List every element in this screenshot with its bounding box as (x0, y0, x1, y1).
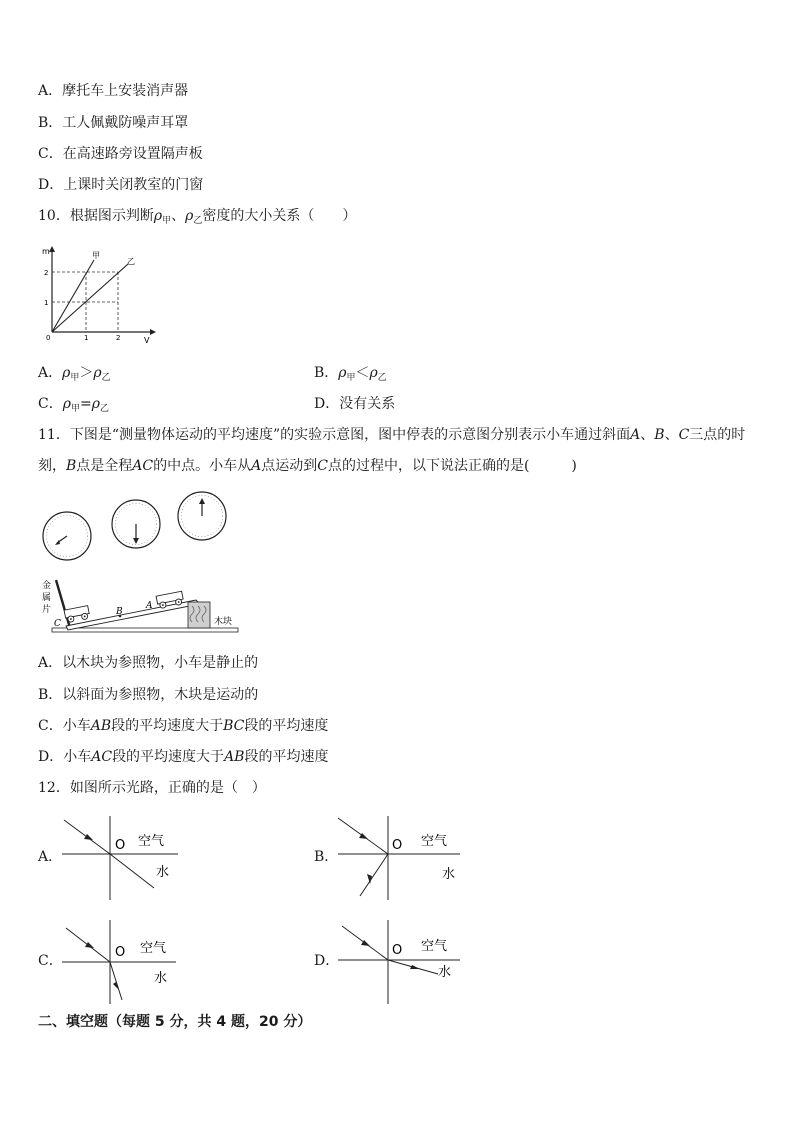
label-o: O (392, 943, 403, 958)
q9-option-b: B．工人佩戴防噪声耳罩 (38, 115, 189, 131)
section2-title: 二、填空题（每题 5 分，共 4 题，20 分） (38, 1014, 312, 1030)
q11-stopwatches (40, 490, 240, 562)
graph-x-tick-1: 1 (84, 334, 89, 342)
graph-x-tick-2: 2 (116, 334, 121, 342)
graph-origin: 0 (46, 334, 51, 342)
label-water: 水 (442, 867, 456, 882)
graph-line-yi-label: 乙 (127, 257, 135, 266)
q12-option-d-letter: D． (314, 953, 340, 969)
label-point-b: B (116, 607, 123, 617)
graph-y-tick-1: 1 (44, 299, 49, 307)
q10-stem: 10．根据图示判断$\rho_甲$、$\rho_乙$密度的大小关系（ ） (38, 208, 357, 226)
q12-option-a-letter: A． (38, 849, 63, 865)
label-water: 水 (156, 865, 170, 880)
q10-option-b: B．$\rho_甲<\rho_乙$ (314, 365, 387, 383)
label-point-a: A (146, 601, 153, 611)
q12-option-b-letter: B． (314, 849, 339, 865)
q11-incline-figure (38, 576, 248, 638)
q9-option-a: A．摩托车上安装消声器 (38, 83, 189, 99)
cart-at-c-icon (64, 606, 90, 623)
q11-stem-line1: 11．下图是“测量物体运动的平均速度”的实验示意图，图中停表的示意图分别表示小车通过斜面A、B、C三点的时 (38, 427, 746, 443)
q10-option-d: D．没有关系 (314, 396, 396, 412)
label-metal-2: 属 (42, 593, 52, 603)
q10-mass-volume-graph (32, 240, 162, 345)
label-air: 空气 (421, 939, 448, 954)
q11-option-a: A．以木块为参照物，小车是静止的 (38, 655, 259, 671)
q11-option-d: D．小车AC段的平均速度大于AB段的平均速度 (38, 749, 329, 765)
q9-option-c: C．在高速路旁设置隔声板 (38, 146, 203, 162)
label-o: O (115, 838, 126, 853)
graph-y-label: m (42, 247, 50, 256)
q10-option-a: A．$\rho_甲>\rho_乙$ (38, 365, 111, 383)
graph-x-label: V (144, 336, 150, 345)
label-water: 水 (154, 971, 168, 986)
label-air: 空气 (140, 941, 167, 956)
label-water: 水 (438, 965, 452, 980)
q11-option-b: B．以斜面为参照物，木块是运动的 (38, 687, 259, 703)
graph-y-tick-2: 2 (44, 269, 49, 277)
label-o: O (115, 945, 126, 960)
stopwatch-c-icon (43, 512, 91, 560)
stopwatch-a-icon (178, 492, 226, 540)
q12-diagram-c (58, 916, 183, 1006)
q12-diagram-d (334, 916, 464, 1006)
q11-stem-line2: 刻，B点是全程AC的中点。小车从A点运动到C点的过程中，以下说法正确的是( ) (38, 458, 577, 474)
q12-option-c-letter: C． (38, 953, 63, 969)
q12-stem: 12．如图所示光路，正确的是（ ） (38, 780, 266, 796)
label-wood-block: 木块 (214, 617, 233, 627)
label-metal-3: 片 (42, 605, 52, 615)
graph-line-jia-label: 甲 (92, 251, 100, 260)
stopwatch-b-icon (112, 500, 160, 548)
label-air: 空气 (421, 834, 448, 849)
q11-option-c: C．小车AB段的平均速度大于BC段的平均速度 (38, 718, 329, 734)
label-point-c: C (54, 619, 61, 629)
label-air: 空气 (138, 834, 165, 849)
q9-option-d: D．上课时关闭教室的门窗 (38, 177, 204, 193)
q12-diagram-b (334, 812, 464, 902)
q12-diagram-a (58, 812, 183, 902)
label-metal-1: 金 (42, 581, 52, 591)
label-o: O (392, 838, 403, 853)
q10-option-c: C．$\rho_甲=\rho_乙$ (38, 396, 109, 414)
